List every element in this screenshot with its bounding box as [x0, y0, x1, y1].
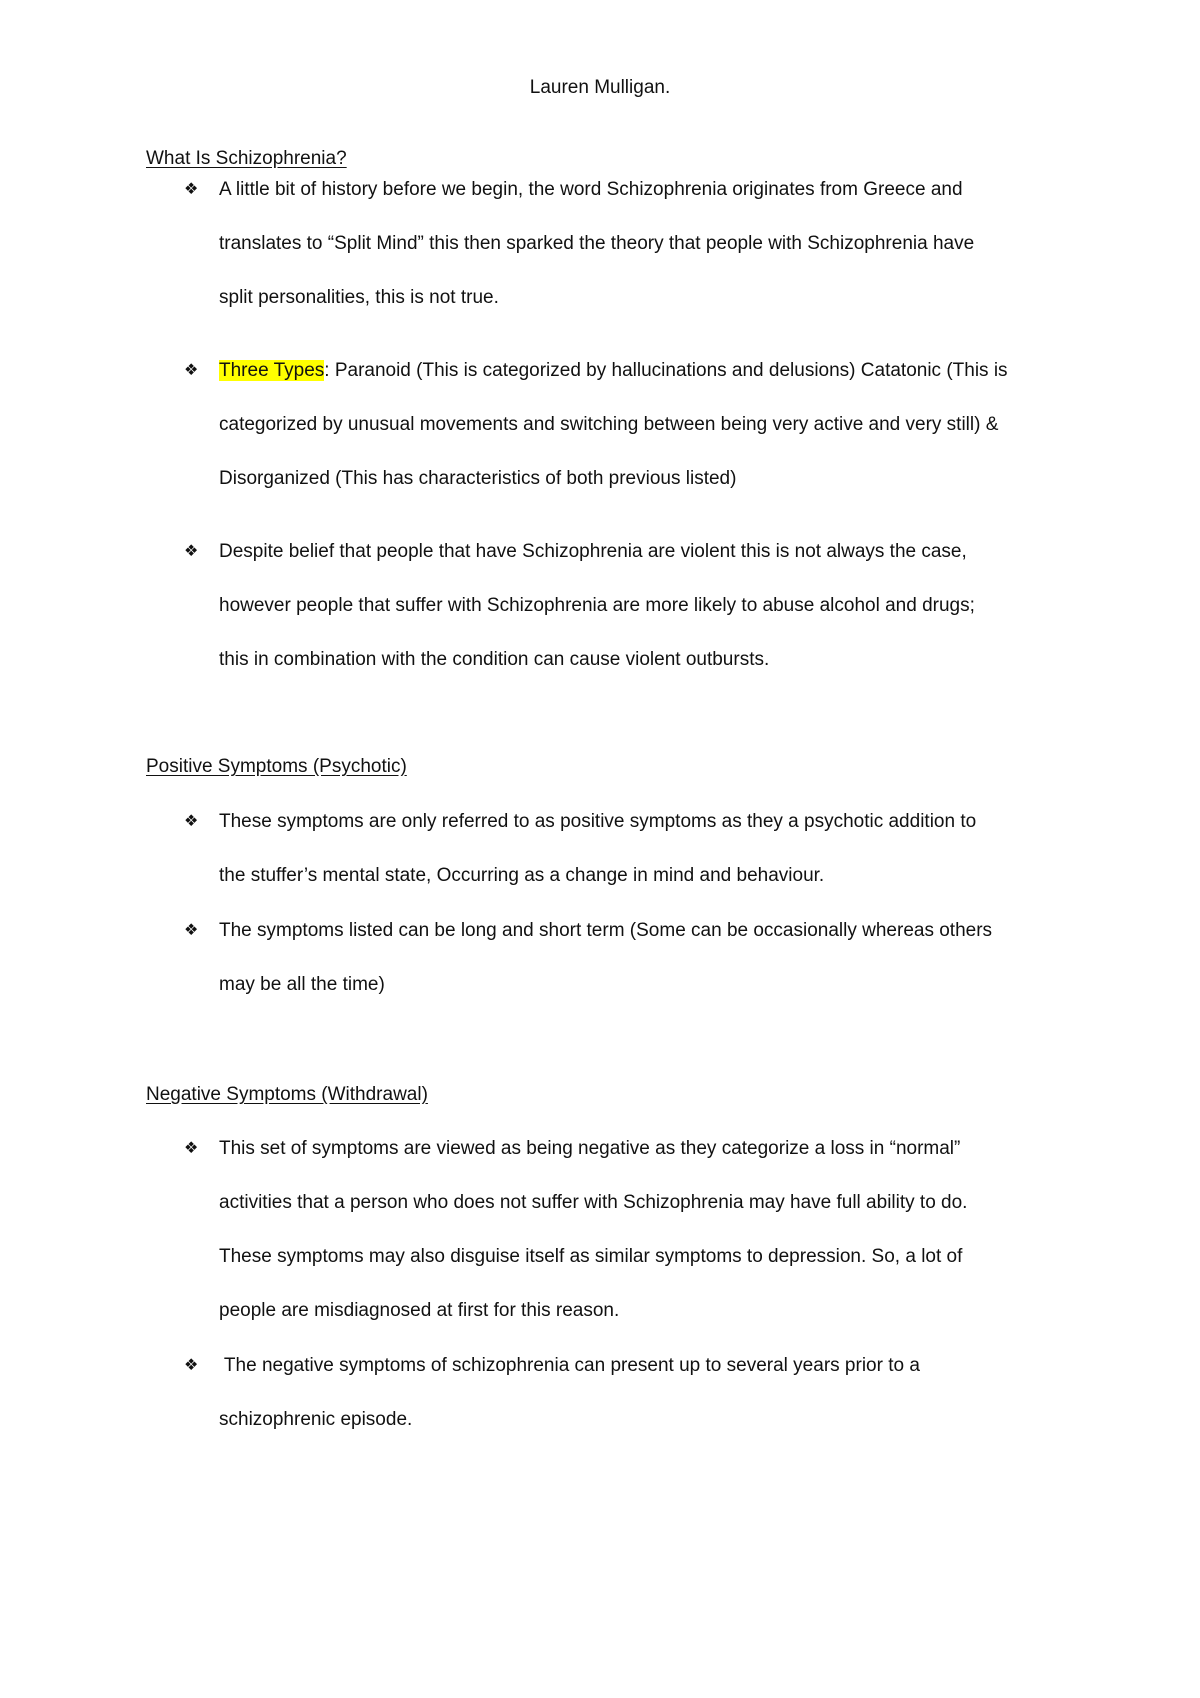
- section-heading-what-is-schizophrenia: What Is Schizophrenia?: [146, 148, 347, 169]
- text-line: however people that suffer with Schizophrenia are more likely to abuse alcohol and drugs;: [219, 595, 975, 616]
- highlighted-term: Three Types: [219, 360, 325, 381]
- bullet-text: [219, 539, 1089, 673]
- diamond-bullet-icon: ❖: [184, 813, 199, 830]
- diamond-bullet-icon: ❖: [184, 1140, 199, 1157]
- author-name: Lauren Mulligan.: [529, 77, 671, 98]
- bullet-text: [219, 809, 1089, 889]
- text-line: people are misdiagnosed at first for this reason.: [219, 1300, 620, 1321]
- text-line: activities that a person who does not suffer with Schizophrenia may have full ability to do.: [219, 1192, 968, 1213]
- text-line: The negative symptoms of schizophrenia can present up to several years prior to a: [219, 1355, 920, 1376]
- text-line: A little bit of history before we begin, the word Schizophrenia originates from Greece and: [219, 179, 963, 200]
- text-line: translates to “Split Mind” this then sparked the theory that people with Schizophrenia have: [219, 233, 975, 254]
- section-heading-positive-symptoms: Positive Symptoms (Psychotic): [146, 756, 407, 777]
- text-line: schizophrenic episode.: [219, 1409, 413, 1430]
- text-line: Disorganized (This has characteristics of both previous listed): [219, 468, 737, 489]
- bullet-text: [219, 177, 1089, 311]
- text-span: : Paranoid (This is categorized by hallucinations and delusions) Catatonic (This is: [324, 360, 1008, 381]
- text-line: Despite belief that people that have Schizophrenia are violent this is not always the case,: [219, 541, 967, 562]
- text-line: may be all the time): [219, 974, 385, 995]
- section-heading-negative-symptoms: Negative Symptoms (Withdrawal): [146, 1084, 428, 1105]
- text-line: These symptoms may also disguise itself as similar symptoms to depression. So, a lot of: [219, 1246, 963, 1267]
- text-line: categorized by unusual movements and switching between being very active and very still) &: [219, 414, 999, 435]
- text-line: This set of symptoms are viewed as being negative as they categorize a loss in “normal”: [219, 1138, 961, 1159]
- text-line: [219, 358, 1089, 384]
- bullet-text: [219, 1136, 1089, 1324]
- diamond-bullet-icon: ❖: [184, 362, 199, 379]
- bullet-text: [219, 358, 1089, 492]
- diamond-bullet-icon: ❖: [184, 543, 199, 560]
- text-line: the stuffer’s mental state, Occurring as a change in mind and behaviour.: [219, 865, 825, 886]
- diamond-bullet-icon: ❖: [184, 1357, 199, 1374]
- bullet-text: [219, 918, 1089, 998]
- text-line: These symptoms are only referred to as positive symptoms as they a psychotic addition to: [219, 811, 977, 832]
- diamond-bullet-icon: ❖: [184, 922, 199, 939]
- diamond-bullet-icon: ❖: [184, 181, 199, 198]
- text-line: this in combination with the condition can cause violent outbursts.: [219, 649, 770, 670]
- text-line: The symptoms listed can be long and short term (Some can be occasionally whereas others: [219, 920, 993, 941]
- bullet-text: [219, 1353, 1089, 1433]
- text-line: split personalities, this is not true.: [219, 287, 499, 308]
